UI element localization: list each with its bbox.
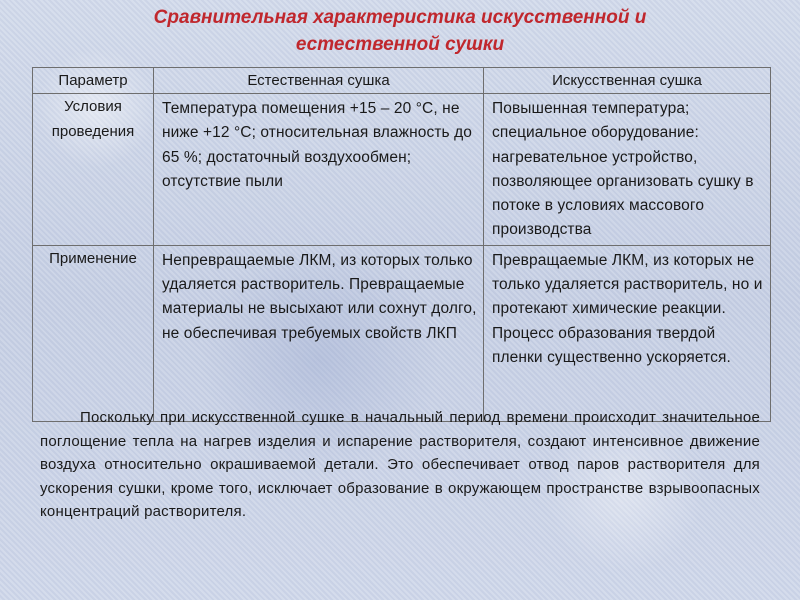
cell-natural-application: Непревращаемые ЛКМ, из которых только удаляется растворитель. Превращаемые материалы не высыхают или сохнут долго, не обеспечивая требуемых свойств ЛКП xyxy=(154,245,484,421)
row-param-conditions: Условия проведения xyxy=(33,94,154,246)
slide-title-line-1: Сравнительная характеристика искусственной и xyxy=(153,7,647,28)
explanation-paragraph: Поскольку при искусственной сушке в начальный период времени происходит значительное поглощение тепла на нагрев изделия и испарение растворителя, создают интенсивное движение воздуха относительно окрашиваемой детали. Это обеспечивает отвод паров растворителя для ускорения сушки, кроме того, исключает образование в окружающем пространстве взрывоопасных концентраций растворителя. xyxy=(40,409,760,520)
cell-natural-conditions: Температура помещения +15 – 20 °С, не ниже +12 °С; относительная влажность до 65 %; достаточный воздухообмен; отсутствие пыли xyxy=(154,94,484,246)
row-param-application: Применение xyxy=(33,245,154,421)
cell-artificial-conditions: Повышенная температура; специальное оборудование: нагревательное устройство, позволяющее организовать сушку в потоке в условиях массового производства xyxy=(484,94,771,246)
table-header-row xyxy=(33,68,771,94)
slide-title-line-2: естественной сушки xyxy=(295,34,505,55)
table-row xyxy=(33,94,771,246)
cell-artificial-application: Превращаемые ЛКМ, из которых не только удаляется растворитель, но и протекают химические реакции. Процесс образования твердой пленки существенно ускоряется. xyxy=(484,245,771,421)
header-natural-drying: Естественная сушка xyxy=(154,68,484,94)
slide-title xyxy=(0,4,800,58)
header-artificial-drying: Искусственная сушка xyxy=(484,68,771,94)
header-parameter: Параметр xyxy=(33,68,154,94)
table-row xyxy=(33,245,771,421)
comparison-table xyxy=(32,67,771,422)
